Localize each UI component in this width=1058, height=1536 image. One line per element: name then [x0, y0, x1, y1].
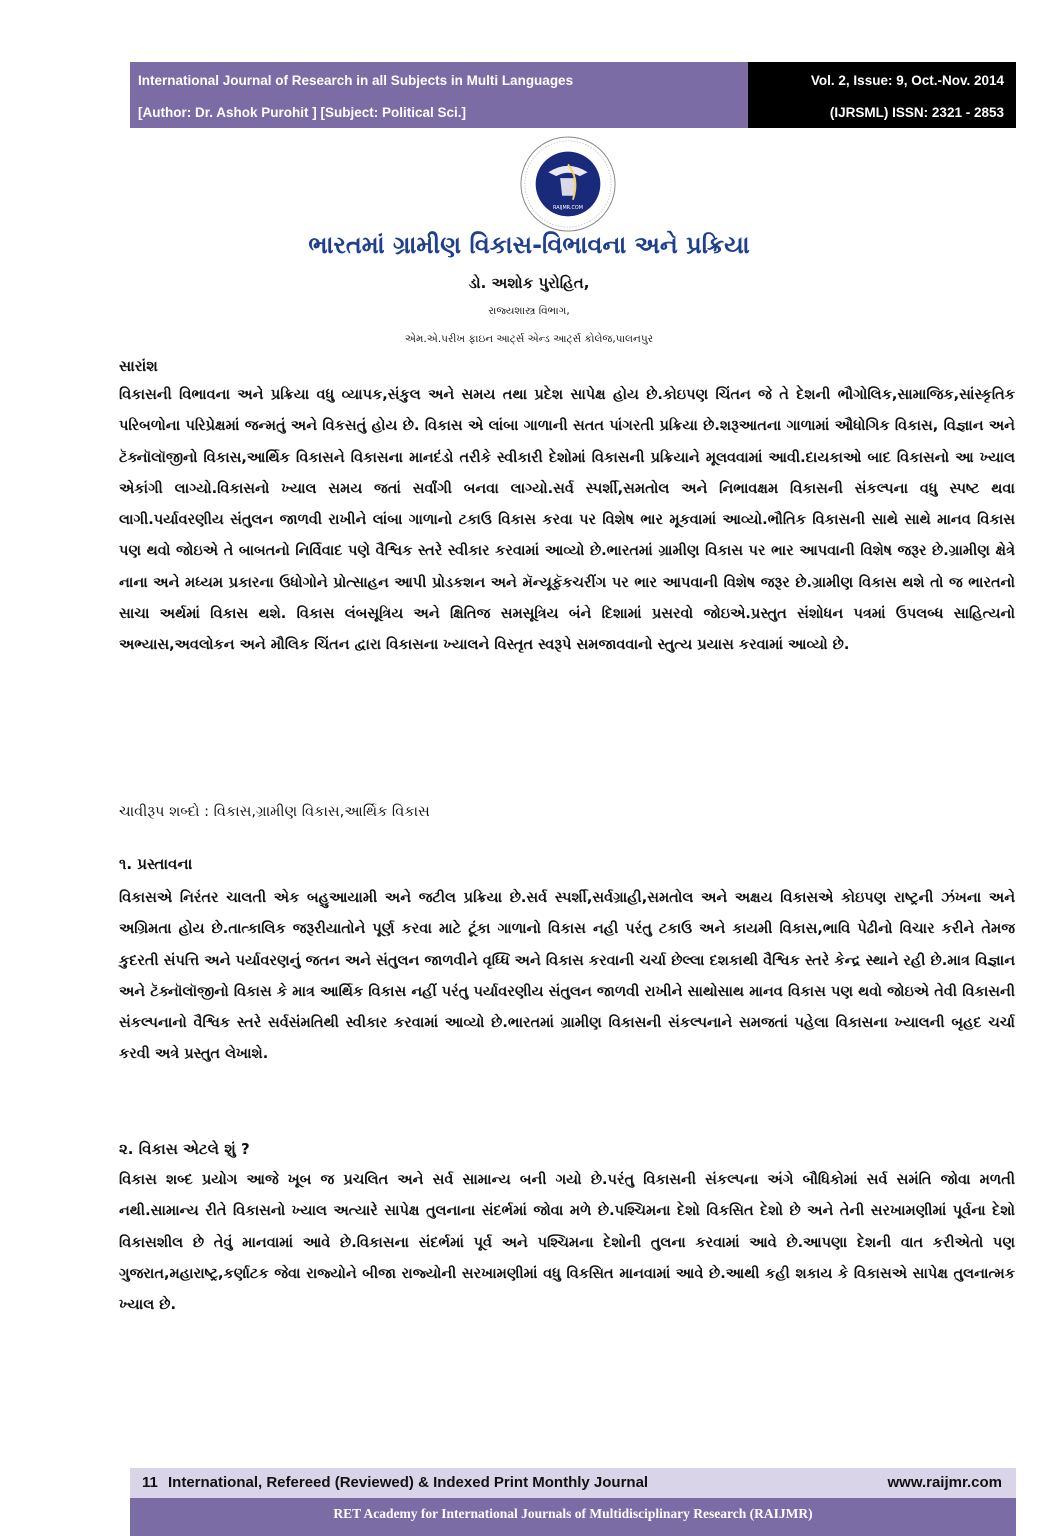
author-subject: [Author: Dr. Ashok Purohit ] [Subject: Political Sci.] — [138, 105, 467, 120]
issn-info: (IJRSML) ISSN: 2321 - 2853 — [829, 105, 1004, 120]
keywords-label: ચાવીરૂપ શબ્દો : — [119, 804, 209, 820]
keywords-line — [119, 804, 430, 820]
author-department: રાજ્યશાસ્ત્ર વિભાગ, — [488, 305, 570, 317]
journal-url: www.raijmr.com — [887, 1474, 1002, 1491]
volume-info: Vol. 2, Issue: 9, Oct.-Nov. 2014 — [810, 73, 1004, 88]
page-footer — [130, 1468, 1016, 1536]
author-name: ડો. અશોક પુરોહિત, — [468, 274, 590, 292]
section2-text: વિકાસ શબ્દ પ્રયોગ આજે ખૂબ જ પ્રચલિત અને સર્વ સામાન્ય બની ગયો છે.પરંતુ વિકાસની સંકલ્પના અંગે બૌધિકોમાં સર્વ સમંતિ જોવા મળતી નથી.સામાન્ય રીતે વિકાસનો ખ્યાલ અત્યારે સાપેક્ષ તુલનાના સંદર્ભમાં જોવા મળે છે.પશ્ચિમના દેશો વિકસિત દેશો છે અને તેની સરખામણીમાં પૂર્વના દેશો વિકાસશીલ છે તેવું માનવામાં આવે છે.વિકાસના સંદર્ભમાં પૂર્વ અને પશ્ચિમના દેશોની તુલના કરવામાં આવે છે.આપણા દેશની વાત કરીએતો પણ ગુજરાત,મહારાષ્ટ્ર,કર્ણાટક જેવા રાજ્યોને બીજા રાજ્યોની સરખામણીમાં વધુ વિકસિત માનવામાં આવે છે.આથી કહી શકાય કે વિકાસએ સાપેક્ષ તુલનાત્મક ખ્યાલ છે. — [119, 1172, 1015, 1314]
logo-text: RAIJMR.COM — [553, 204, 583, 211]
academy-name: RET Academy for International Journals of Multidisciplinary Research (RAIJMR) — [333, 1506, 813, 1521]
section1-heading: ૧. પ્રસ્તાવના — [119, 855, 193, 873]
page-header — [130, 62, 1016, 128]
page-number: 11 — [142, 1474, 158, 1491]
header-left-band — [130, 62, 748, 128]
section1-text: વિકાસએ નિરંતર ચાલતી એક બહુઆયામી અને જટીલ પ્રક્રિયા છે.સર્વ સ્પર્શી,સર્વગ્રાહી,સમતોલ અને અક્ષય વિકાસએ કોઇપણ રાષ્ટ્રની ઝંખના અને અગ્રિમતા હોય છે.તાત્કાલિક જરૂરીયાતોને પૂર્ણ કરવા માટે ટૂંકા ગાળાનો વિકાસ નહી પરંતુ ટકાઉ અને કાયમી વિકાસ,ભાવિ પેઢીનો વિચાર કરીને તેમજ કુદરતી સંપત્તિ અને પર્યાવરણનું જતન અને સંતુલન જાળવીને વૃધ્ધિ અને વિકાસ કરવાની ચર્ચા છેલ્લા દશકાથી વૈશ્વિક સ્તરે કેન્દ્ર સ્થાને રહી છે.માત્ર વિજ્ઞાન અને ટૅક્નૉલૉજીનો વિકાસ કે માત્ર આર્થિક વિકાસ નહીં પરંતુ પર્યાવરણીય સંતુલન જાળવી રાખીને સાથોસાથ માનવ વિકાસ પણ થવો જોઇએ તેવી વિકાસની સંકલ્પનાનો વૈશ્વિક સ્તરે સર્વસંમતિથી સ્વીકાર કરવામાં આવ્યો છે.ભારતમાં ગ્રામીણ વિકાસની સંકલ્પનાને સમજતાં પહેલા વિકાસના ખ્યાલની બૃહદ ચર્ચા કરવી અત્રે પ્રસ્તુત લેખાશે. — [119, 890, 1015, 1063]
journal-type: International, Refereed (Reviewed) & Indexed Print Monthly Journal — [168, 1474, 649, 1491]
paper-title: ભારતમાં ગ્રામીણ વિકાસ-વિભાવના અને પ્રક્રિયા — [308, 231, 750, 259]
keywords-terms: વિકાસ,ગ્રામીણ વિકાસ,આર્થિક વિકાસ — [213, 804, 430, 820]
raijmr-seal-icon — [519, 135, 617, 233]
author-college: એમ.એ.પરીખ ફાઇન આર્ટ્સ એન્ડ આર્ટ્સ કોલેજ,પાલનપુર — [404, 333, 654, 345]
section2-heading: ૨. વિકાસ એટલે શું ? — [119, 1140, 250, 1158]
journal-name: International Journal of Research in all Subjects in Multi Languages — [138, 73, 574, 88]
footer-top-band — [130, 1468, 1016, 1498]
abstract-text: વિકાસની વિભાવના અને પ્રક્રિયા વધુ વ્યાપક,સંકુલ અને સમય તથા પ્રદેશ સાપેક્ષ હોય છે.કોઇપણ ચિંતન જે તે દેશની ભૌગોલિક,સામાજિક,સાંસ્કૃતિક પરિબળોના પરિપ્રેક્ષમાં જન્મતું અને વિકસતું હોય છે. વિકાસ એ લાંબા ગાળાની સતત પાંગરતી પ્રક્રિયા છે.શરૂઆતના ગાળામાં ઔધોગિક વિકાસ, વિજ્ઞાન અને ટૅક્નૉલૉજીનો વિકાસ,આર્થિક વિકાસને વિકાસના માનદંડો તરીકે સ્વીકારી દેશોમાં વિકાસની પ્રક્રિયાને મૂલવવામાં આવી.દાયકાઓ બાદ વિકાસનો આ ખ્યાલ એકાંગી લાગ્યો.વિકાસનો ખ્યાલ સમય જતાં સર્વાંગી બનવા લાગ્યો.સર્વ સ્પર્શી,સમતોલ અને નિભાવક્ષમ વિકાસની સંકલ્પના વધુ સ્પષ્ટ થવા લાગી.પર્યાવરણીય સંતુલન જાળવી રાખીને લાંબા ગાળાનો ટકાઉ વિકાસ કરવા પર વિશેષ ભાર મૂકવામાં આવ્યો.ભૌતિક વિકાસની સાથે સાથે માનવ વિકાસ પણ થવો જોઇએ તે બાબતનો નિર્વિવાદ પણે વૈશ્વિક સ્તરે સ્વીકાર કરવામાં આવ્યો છે.ભારતમાં ગ્રામીણ વિકાસ પર ભાર આપવાની વિશેષ જરૂર છે.ગ્રામીણ ક્ષેત્રે નાના અને મધ્યમ પ્રકારના ઉધોગોને પ્રોત્સાહન આપી પ્રોડકશન અને મૅન્યૂફૅકચરીંગ પર ભાર આપવાની વિશેષ જરૂર છે.ગ્રામીણ વિકાસ થશે તો જ ભારતનો સાચા અર્થમાં વિકાસ થશે. વિકાસ લંબસૂત્રિય અને ક્ષિતિજ સમસૂત્રિય બંને દિશામાં પ્રસરવો જોઇએ.પ્રસ્તુત સંશોધન પત્રમાં ઉપલબ્ધ સાહિત્યનો અભ્યાસ,અવલોકન અને મૌલિક ચિંતન દ્વારા વિકાસના ખ્યાલને વિસ્તૃત સ્વરૂપે સમજાવવાનો સ્તુત્ય પ્રયાસ કરવામાં આવ્યો છે. — [119, 387, 1015, 654]
abstract-heading: સારાંશ — [119, 357, 158, 375]
header-right-band — [748, 62, 1016, 128]
